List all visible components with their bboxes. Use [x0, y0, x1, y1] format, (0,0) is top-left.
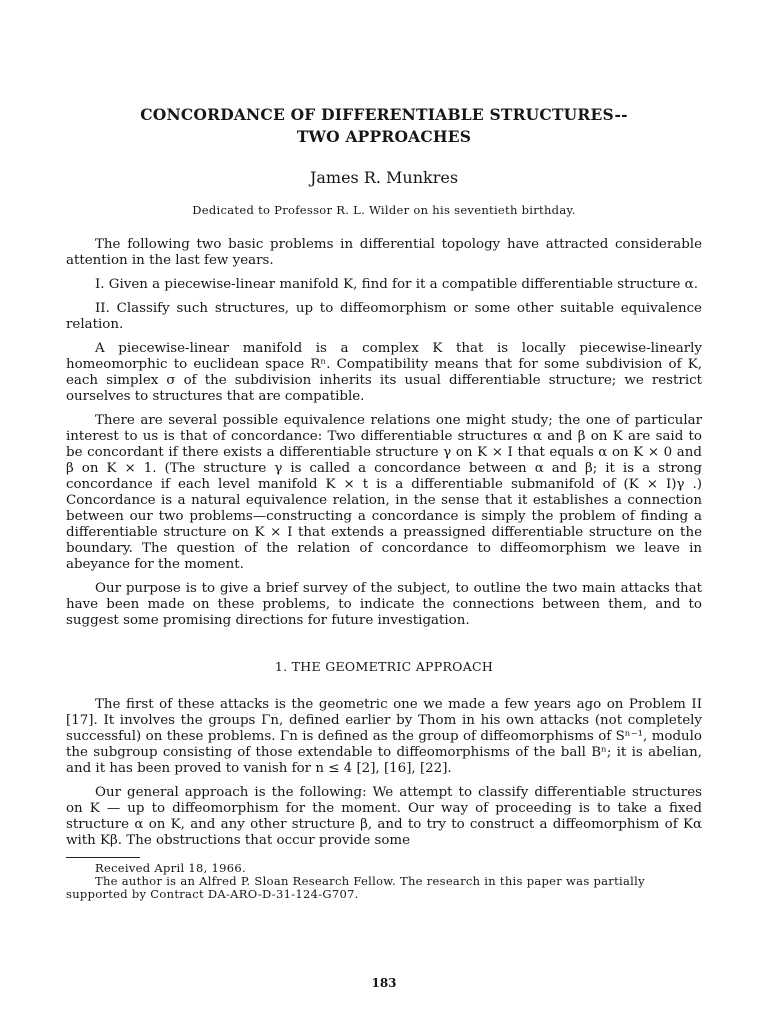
paragraph: There are several possible equivalence relations one might study; the one of particular interest to us is that of concordance: Two differentiable structures α and β on K are said to be concordant if there exists a differentiable structure γ on K × I that equals α on K × 0 and β on K × 1. (The structure γ is called a concordance between α and β; it is a strong concordance if each level manifold K × t is a differentiable submanifold of (K × I)γ .) Concordance is a natural equivalence relation, in the sense that it establishes a connection between our two problems—constructing a concordance is simply the problem of finding a differentiable structure on K × I that extends a preassigned differentiable structure on the boundary. The question of the relation of concordance to diffeomorphism we leave in abeyance for the moment. [66, 413, 702, 572]
section-heading: 1. THE GEOMETRIC APPROACH [274, 659, 494, 674]
dedication: Dedicated to Professor R. L. Wilder on his seventieth birthday. [192, 203, 576, 217]
title-line-1: CONCORDANCE OF DIFFERENTIABLE STRUCTURES-- [140, 105, 628, 124]
paper-title [66, 104, 702, 148]
footnote: The author is an Alfred P. Sloan Research Fellow. The research in this paper was partially supported by Contract DA-ARO-D-31-124-G707. [66, 874, 645, 901]
footnote: Received April 18, 1966. [95, 861, 246, 875]
intro-body [66, 237, 702, 849]
paragraph: The following two basic problems in differential topology have attracted considerable attention in the last few years. [66, 237, 702, 268]
author-name: James R. Munkres [309, 168, 459, 187]
page-number: 183 [371, 976, 397, 990]
paragraph: Our purpose is to give a brief survey of the subject, to outline the two main attacks that have been made on these problems, to indicate the connections between them, and to suggest some promising directions for future investigation. [66, 581, 702, 628]
footnotes [66, 862, 702, 901]
footnote-rule [66, 857, 140, 858]
paragraph: I. Given a piecewise-linear manifold K, find for it a compatible differentiable structure α. [95, 277, 698, 292]
paragraph: A piecewise-linear manifold is a complex K that is locally piecewise-linearly homeomorphic to euclidean space Rⁿ. Compatibility means that for some subdivision of K, each simplex σ of the subdivision inherits its usual differentiable structure; we restrict ourselves to structures that are compatible. [66, 341, 702, 404]
paragraph: II. Classify such structures, up to diffeomorphism or some other suitable equivalence relation. [66, 301, 702, 332]
paragraph: The first of these attacks is the geometric one we made a few years ago on Problem II [17]. It involves the groups Γn, defined earlier by Thom in his own attacks (not completely successful) on these problems. Γn is defined as the group of diffeomorphisms of Sⁿ⁻¹, modulo the subgroup consisting of those extendable to diffeomorphisms of the ball Bⁿ; it is abelian, and it has been proved to vanish for n ≤ 4 [2], [16], [22]. [66, 697, 702, 776]
paragraph: Our general approach is the following: We attempt to classify differentiable structures on K — up to diffeomorphism for the moment. Our way of proceeding is to take a fixed structure α on K, and any other structure β, and to try to construct a diffeomorphism of Kα with Kβ. The obstructions that occur provide some [66, 785, 702, 848]
title-line-2: TWO APPROACHES [296, 127, 472, 146]
